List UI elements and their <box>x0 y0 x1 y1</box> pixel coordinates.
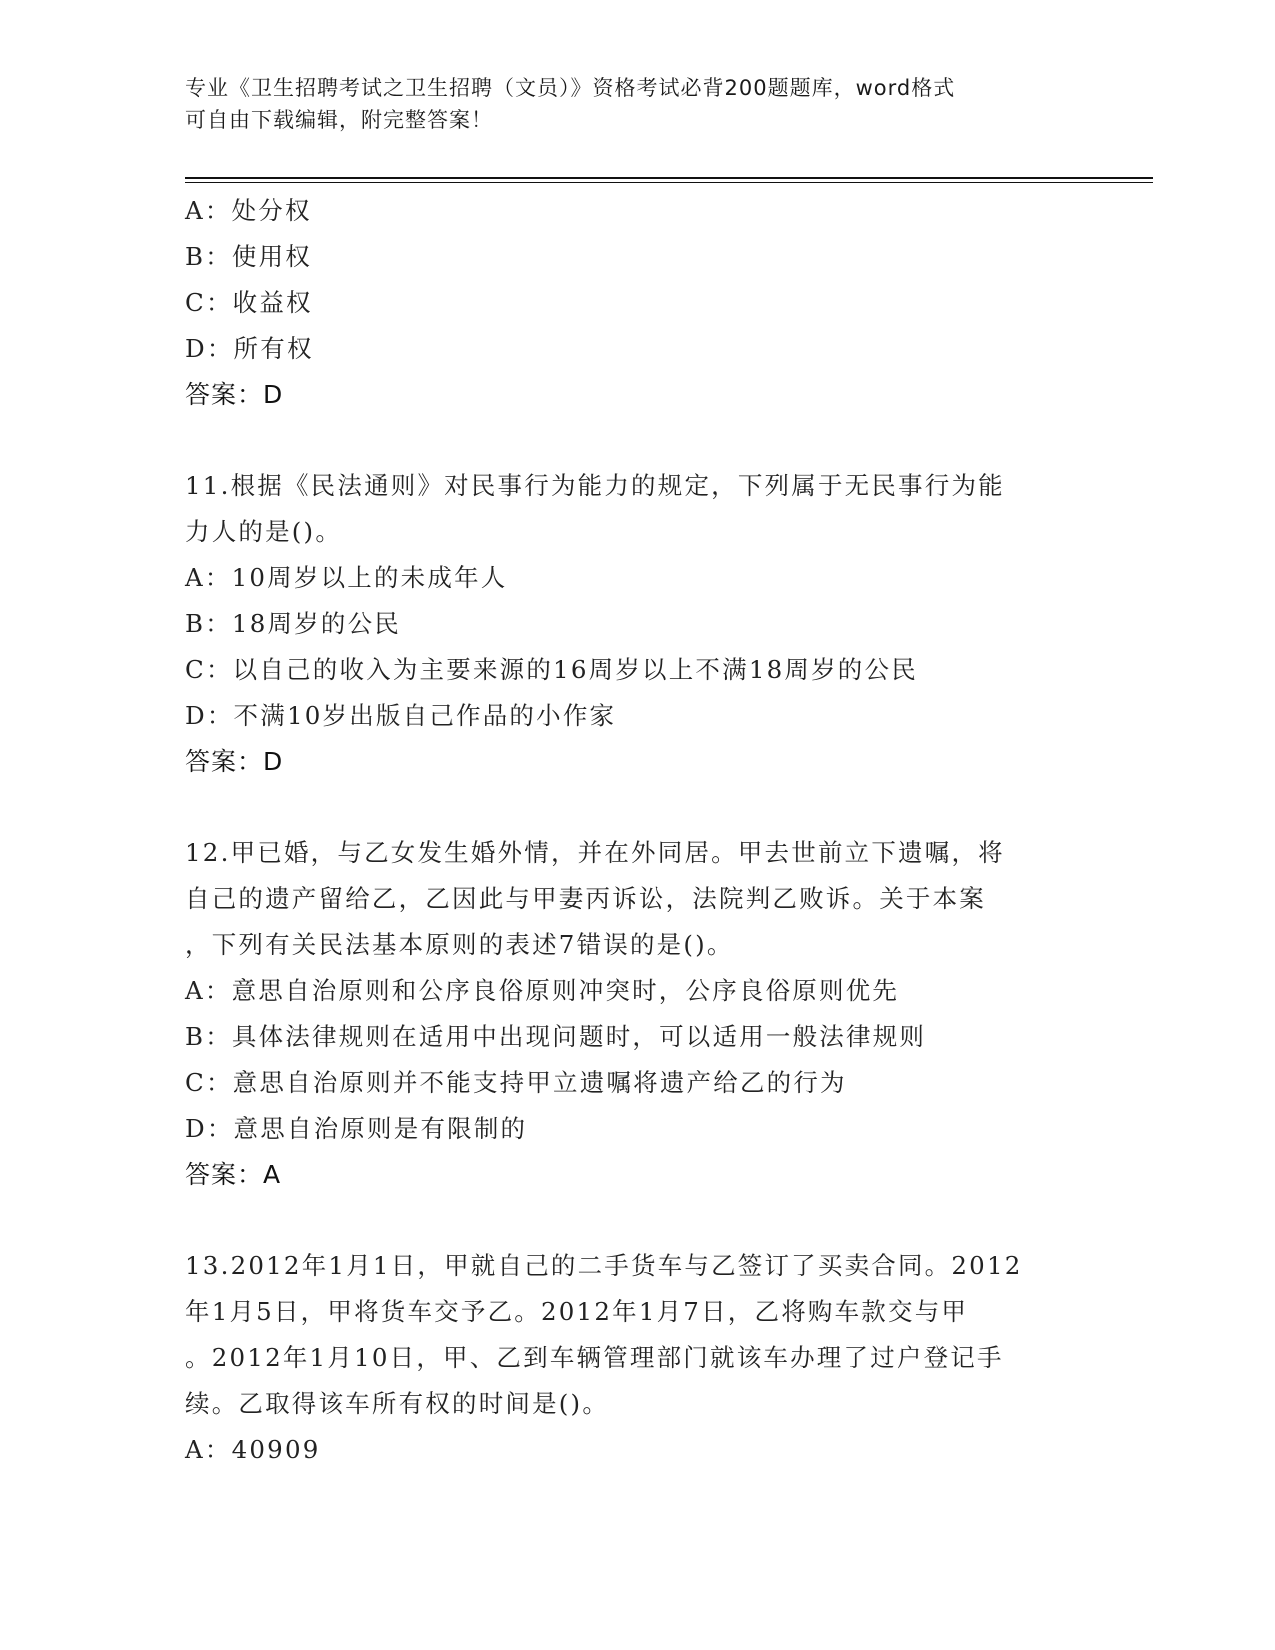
question-text: 自己的遗产留给乙，乙因此与甲妻丙诉讼，法院判乙败诉。关于本案 <box>185 884 986 913</box>
question-block <box>185 188 1085 418</box>
header-line: 可自由下载编辑，附完整答案！ <box>185 108 493 132</box>
answer-option: D：意思自治原则是有限制的 <box>185 1114 528 1143</box>
answer-option: B：使用权 <box>185 242 313 271</box>
question-text: 续。乙取得该车所有权的时间是()。 <box>185 1389 610 1418</box>
answer-option: A：10周岁以上的未成年人 <box>185 563 508 592</box>
answer-key: 答案：A <box>185 1160 282 1189</box>
answer-option: B：具体法律规则在适用中出现问题时，可以适用一般法律规则 <box>185 1022 927 1051</box>
answer-option: C：收益权 <box>185 288 313 317</box>
question-text: 13.2012年1月1日，甲就自己的二手货车与乙签订了买卖合同。2012 <box>185 1251 1023 1280</box>
question-text: 11.根据《民法通则》对民事行为能力的规定，下列属于无民事行为能 <box>185 471 1005 500</box>
question-text: ，下列有关民法基本原则的表述7错误的是()。 <box>185 930 734 959</box>
question-list <box>185 188 1085 1473</box>
block-spacer <box>185 1198 1085 1243</box>
question-block <box>185 463 1085 785</box>
header-divider <box>185 177 1153 179</box>
question-block <box>185 830 1085 1198</box>
header-line: 专业《卫生招聘考试之卫生招聘（文员）》资格考试必背200题题库，word格式 <box>185 76 956 100</box>
question-text: 12.甲已婚，与乙女发生婚外情，并在外同居。甲去世前立下遗嘱，将 <box>185 838 1005 867</box>
question-text: 。2012年1月10日，甲、乙到车辆管理部门就该车办理了过户登记手 <box>185 1343 1004 1372</box>
answer-option: B：18周岁的公民 <box>185 609 401 638</box>
answer-option: A：意思自治原则和公序良俗原则冲突时，公序良俗原则优先 <box>185 976 900 1005</box>
answer-option: C：意思自治原则并不能支持甲立遗嘱将遗产给乙的行为 <box>185 1068 847 1097</box>
answer-option: C：以自己的收入为主要来源的16周岁以上不满18周岁的公民 <box>185 655 918 684</box>
answer-option: A：处分权 <box>185 196 312 225</box>
question-block <box>185 1243 1085 1473</box>
question-text: 力人的是()。 <box>185 517 343 546</box>
answer-option: A：40909 <box>185 1435 321 1464</box>
block-spacer <box>185 418 1085 463</box>
question-text: 年1月5日，甲将货车交予乙。2012年1月7日，乙将购车款交与甲 <box>185 1297 969 1326</box>
answer-option: D：不满10岁出版自己作品的小作家 <box>185 701 617 730</box>
block-spacer <box>185 785 1085 830</box>
answer-key: 答案：D <box>185 747 284 776</box>
answer-key: 答案：D <box>185 380 284 409</box>
answer-option: D：所有权 <box>185 334 314 363</box>
header-divider-thin <box>185 182 1153 183</box>
document-header <box>185 72 1065 136</box>
